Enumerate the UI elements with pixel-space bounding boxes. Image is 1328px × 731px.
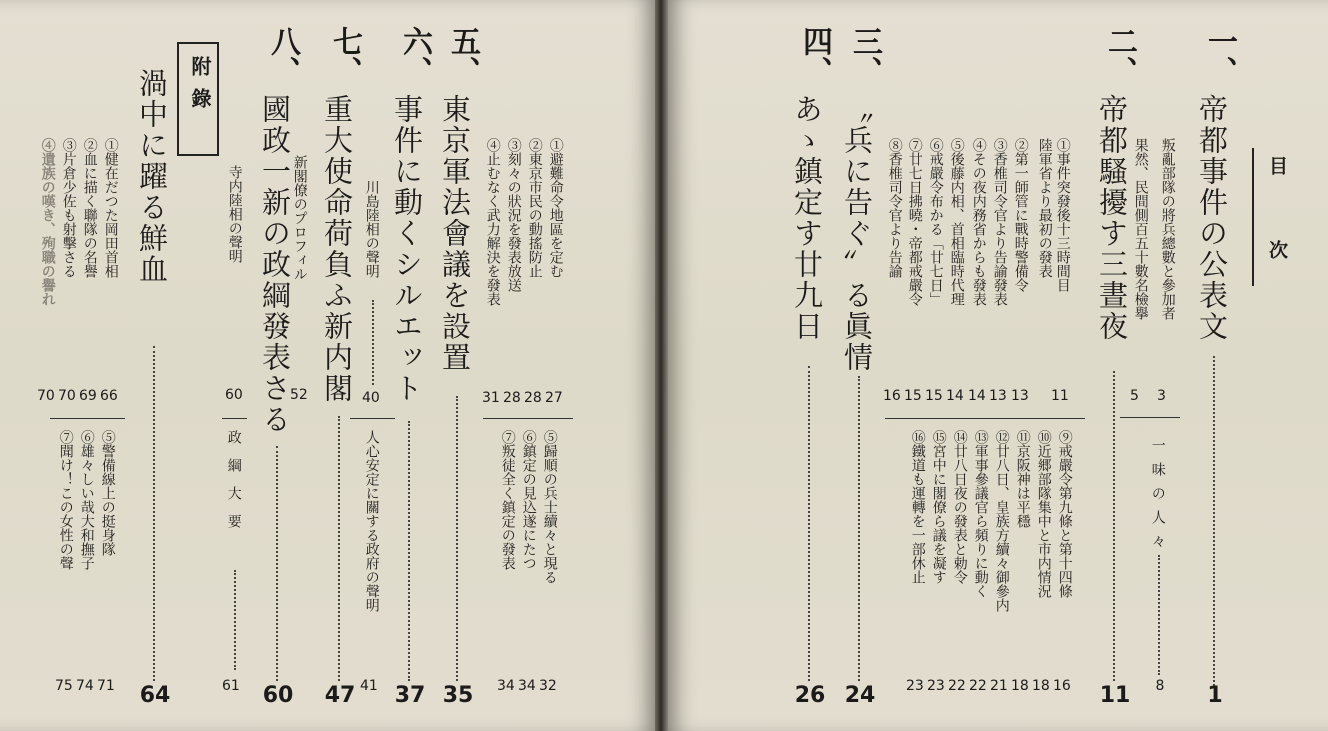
subentry-text: ②第一師管に戰時警備令 <box>1012 138 1029 292</box>
subentry-page: 34 <box>497 678 515 694</box>
section-title: 帝都事件の公表文 <box>1195 94 1229 342</box>
subentry-page: 31 <box>482 390 500 406</box>
page-number: 11 <box>1099 683 1131 708</box>
mokuji-heading <box>1252 148 1300 286</box>
section-2-subentries <box>885 138 1085 408</box>
subentry-text: ④遺族の嘆き、殉職の譽れ <box>39 138 56 306</box>
subentry-page: 8 <box>1155 678 1165 694</box>
section-title: 重大使命荷負ふ新内閣 <box>320 94 354 404</box>
subentry-text: ⑫廿八日、皇族方續々御參内 <box>993 430 1010 612</box>
divider <box>50 418 125 419</box>
subentry-pages <box>490 678 565 694</box>
subentry-page: 22 <box>969 678 987 694</box>
subentry-text: 陸軍省より最初の發表 <box>1036 138 1053 278</box>
subentry-page: 13 <box>989 388 1007 404</box>
section-5-subentries <box>478 138 573 410</box>
section-2-lower <box>895 430 1085 700</box>
leader-dots <box>408 421 410 681</box>
subentry-page: 34 <box>518 678 536 694</box>
appendix-title: 渦中に躍る鮮血 <box>135 68 169 285</box>
toc-entry-7[interactable] <box>310 26 370 716</box>
section-number: 七、 <box>327 26 362 86</box>
section-title: 事件に動くシルエット <box>390 94 424 404</box>
subentry-text: ⑦聞け！この女性の聲 <box>57 430 74 570</box>
subentry-page: 23 <box>906 678 924 694</box>
subentry-page: 41 <box>360 678 378 694</box>
subentry-text: ⑦叛徒全く鎮定の發表 <box>499 430 516 570</box>
subentry-page: 18 <box>1032 678 1050 694</box>
subentry-page: 15 <box>925 388 943 404</box>
toc-entry-4[interactable] <box>780 26 840 716</box>
subentry-page: 71 <box>97 678 115 694</box>
toc-entry-appendix[interactable] <box>125 26 185 716</box>
page-number: 24 <box>844 683 876 708</box>
subentry-page: 52 <box>290 387 308 403</box>
subentry-text: ⑧香椎司令官より告諭 <box>886 138 903 278</box>
mokuji-char-2: 次 <box>1266 240 1288 259</box>
subentry-page: 11 <box>1051 388 1069 404</box>
leader-dots <box>372 300 374 385</box>
leader-dots <box>234 570 236 670</box>
subentry-page: 28 <box>524 390 542 406</box>
appendix-subentries <box>35 138 127 410</box>
subentry-page: 32 <box>539 678 557 694</box>
subentry-page: 40 <box>362 390 380 406</box>
subentry-text: ③片倉少佐も射擊さる <box>60 138 77 278</box>
subentry-text: ⑨戒嚴令第九條と第十四條 <box>1056 430 1073 598</box>
subentry-text: ⑩近郷部隊集中と市内情況 <box>1035 430 1052 598</box>
subentry-page: 66 <box>100 388 118 404</box>
leader-dots <box>1158 555 1160 675</box>
subentry-page: 15 <box>904 388 922 404</box>
subentry-page: 27 <box>545 390 563 406</box>
subentry-page: 60 <box>225 387 243 403</box>
page-number: 1 <box>1207 683 1223 708</box>
section-number: 二、 <box>1102 26 1137 86</box>
subentry-page: 70 <box>37 388 55 404</box>
subentry-text: ①事件突發後十三時間目 <box>1054 138 1071 292</box>
page-number: 26 <box>794 683 826 708</box>
subentry-text: 政綱大要 <box>225 430 242 542</box>
subentry-text: ⑥戒嚴令布かる「廿七日」 <box>927 138 944 306</box>
leader-dots <box>276 446 278 681</box>
subentry-page: 70 <box>58 388 76 404</box>
subentry-page: 61 <box>222 678 240 694</box>
subentry-text: ⑤後藤内相、首相臨時代理 <box>948 138 965 306</box>
subentry-page: 18 <box>1011 678 1029 694</box>
subentry-text: 果然、民間側百五十數名檢擧 <box>1132 138 1149 320</box>
toc-entry-2[interactable] <box>1085 26 1145 716</box>
subentry-text: ⑭廿八日夜の發表と勅令 <box>951 430 968 584</box>
section-number: 五、 <box>445 26 480 86</box>
subentry-text: ③香椎司令官より告諭發表 <box>991 138 1008 306</box>
leader-dots <box>1213 356 1215 686</box>
subentry-text: ④止むなく武力解決を發表 <box>484 138 501 306</box>
subentry-page: 75 <box>55 678 73 694</box>
page-number: 35 <box>442 683 474 708</box>
mokuji-char-1: 目 <box>1266 156 1288 175</box>
toc-entry-1[interactable] <box>1185 26 1245 716</box>
subentry-page: 23 <box>927 678 945 694</box>
subentry-text: 新閣僚のプロフィル <box>291 155 308 281</box>
section-8-sub <box>225 165 249 410</box>
subentry-text: ④その夜内務省からも發表 <box>970 138 987 306</box>
toc-entry-8[interactable] <box>248 26 308 716</box>
subentry-text: 一味の人々 <box>1149 438 1166 558</box>
section-number: 一、 <box>1202 26 1237 86</box>
section-1-lower <box>1140 430 1180 700</box>
section-8-lower <box>222 430 248 700</box>
page-number: 37 <box>394 683 426 708</box>
subentry-page: 16 <box>883 388 901 404</box>
subentry-pages <box>885 388 1085 404</box>
subentry-text: ③刻々の狀況を發表放送 <box>505 138 522 292</box>
section-title: 國政一新の政綱發表さる <box>258 94 292 435</box>
subentry-text: ①避難命令地區を定む <box>547 138 564 278</box>
subentry-text: 川島陸相の聲明 <box>363 180 380 278</box>
leader-dots <box>338 416 340 681</box>
subentry-text: ①健在だつた岡田首相 <box>102 138 119 278</box>
appendix-lower <box>52 430 122 700</box>
subentry-text: ⑪京阪神は平穩 <box>1014 430 1031 528</box>
subentry-page: 28 <box>503 390 521 406</box>
subentry-text: ⑮宮中に閣僚ら議を凝す <box>930 430 947 584</box>
section-number: 三、 <box>847 26 882 86</box>
leader-dots <box>1113 371 1115 681</box>
subentry-text: 叛亂部隊の將兵總數と參加者 <box>1159 138 1176 320</box>
subentry-text: ②東京市民の動搖防止 <box>526 138 543 278</box>
section-number: 八、 <box>265 26 300 86</box>
subentry-page: 21 <box>990 678 1008 694</box>
subentry-page: 14 <box>946 388 964 404</box>
subentry-pages <box>35 388 127 404</box>
leader-dots <box>456 396 458 681</box>
subentry-text: ⑥雄々しい哉大和撫子 <box>78 430 95 570</box>
section-title: あゝ鎮定す廿九日 <box>790 94 824 342</box>
subentry-page: 3 <box>1157 388 1166 404</box>
subentry-text: ⑤警備線上の挺身隊 <box>99 430 116 556</box>
subentry-page: 74 <box>76 678 94 694</box>
subentry-text: ⑥鎮定の見込遂にたつ <box>520 430 537 570</box>
section-number: 六、 <box>397 26 432 86</box>
divider <box>483 418 573 419</box>
subentry-text: ⑤歸順の兵士續々と現る <box>541 430 558 584</box>
subentry-page: 22 <box>948 678 966 694</box>
divider <box>222 418 247 419</box>
subentry-page: 16 <box>1053 678 1071 694</box>
subentry-text: ⑬軍事參議官ら頻りに動く <box>972 430 989 598</box>
subentry-page: 13 <box>1011 388 1029 404</box>
page-number: 47 <box>324 683 356 708</box>
book-gutter <box>655 0 668 731</box>
leader-dots <box>808 366 810 681</box>
divider <box>885 418 1085 419</box>
leader-dots <box>858 376 860 681</box>
section-5-lower <box>490 430 565 700</box>
subentry-page: 5 <box>1130 388 1139 404</box>
subentry-text: ⑦廿七日拂曉・帝都戒嚴令 <box>906 138 923 306</box>
subentry-pages <box>52 678 122 694</box>
subentry-text: ②血に描く聯隊の名譽 <box>81 138 98 278</box>
subentry-pages <box>895 678 1085 694</box>
subentry-text: ⑯鐵道も運轉を一部休止 <box>909 430 926 584</box>
subentry-page: 69 <box>79 388 97 404</box>
subentry-text: 人心安定に關する政府の聲明 <box>363 430 380 612</box>
subentry-pages <box>478 390 573 406</box>
subentry-page: 14 <box>968 388 986 404</box>
section-title: 帝都騷擾す三晝夜 <box>1095 94 1129 342</box>
appendix-label: 附錄 <box>188 56 212 120</box>
section-number: 四、 <box>797 26 832 86</box>
toc-entry-6[interactable] <box>380 26 440 716</box>
section-title: 〝兵に告ぐ〟る眞情 <box>840 94 874 373</box>
leader-dots <box>153 346 155 681</box>
page-number: 60 <box>262 683 294 708</box>
section-title: 東京軍法會議を設置 <box>438 94 472 373</box>
subentry-text: 寺内陸相の聲明 <box>226 165 243 263</box>
page-number: 64 <box>139 683 171 708</box>
